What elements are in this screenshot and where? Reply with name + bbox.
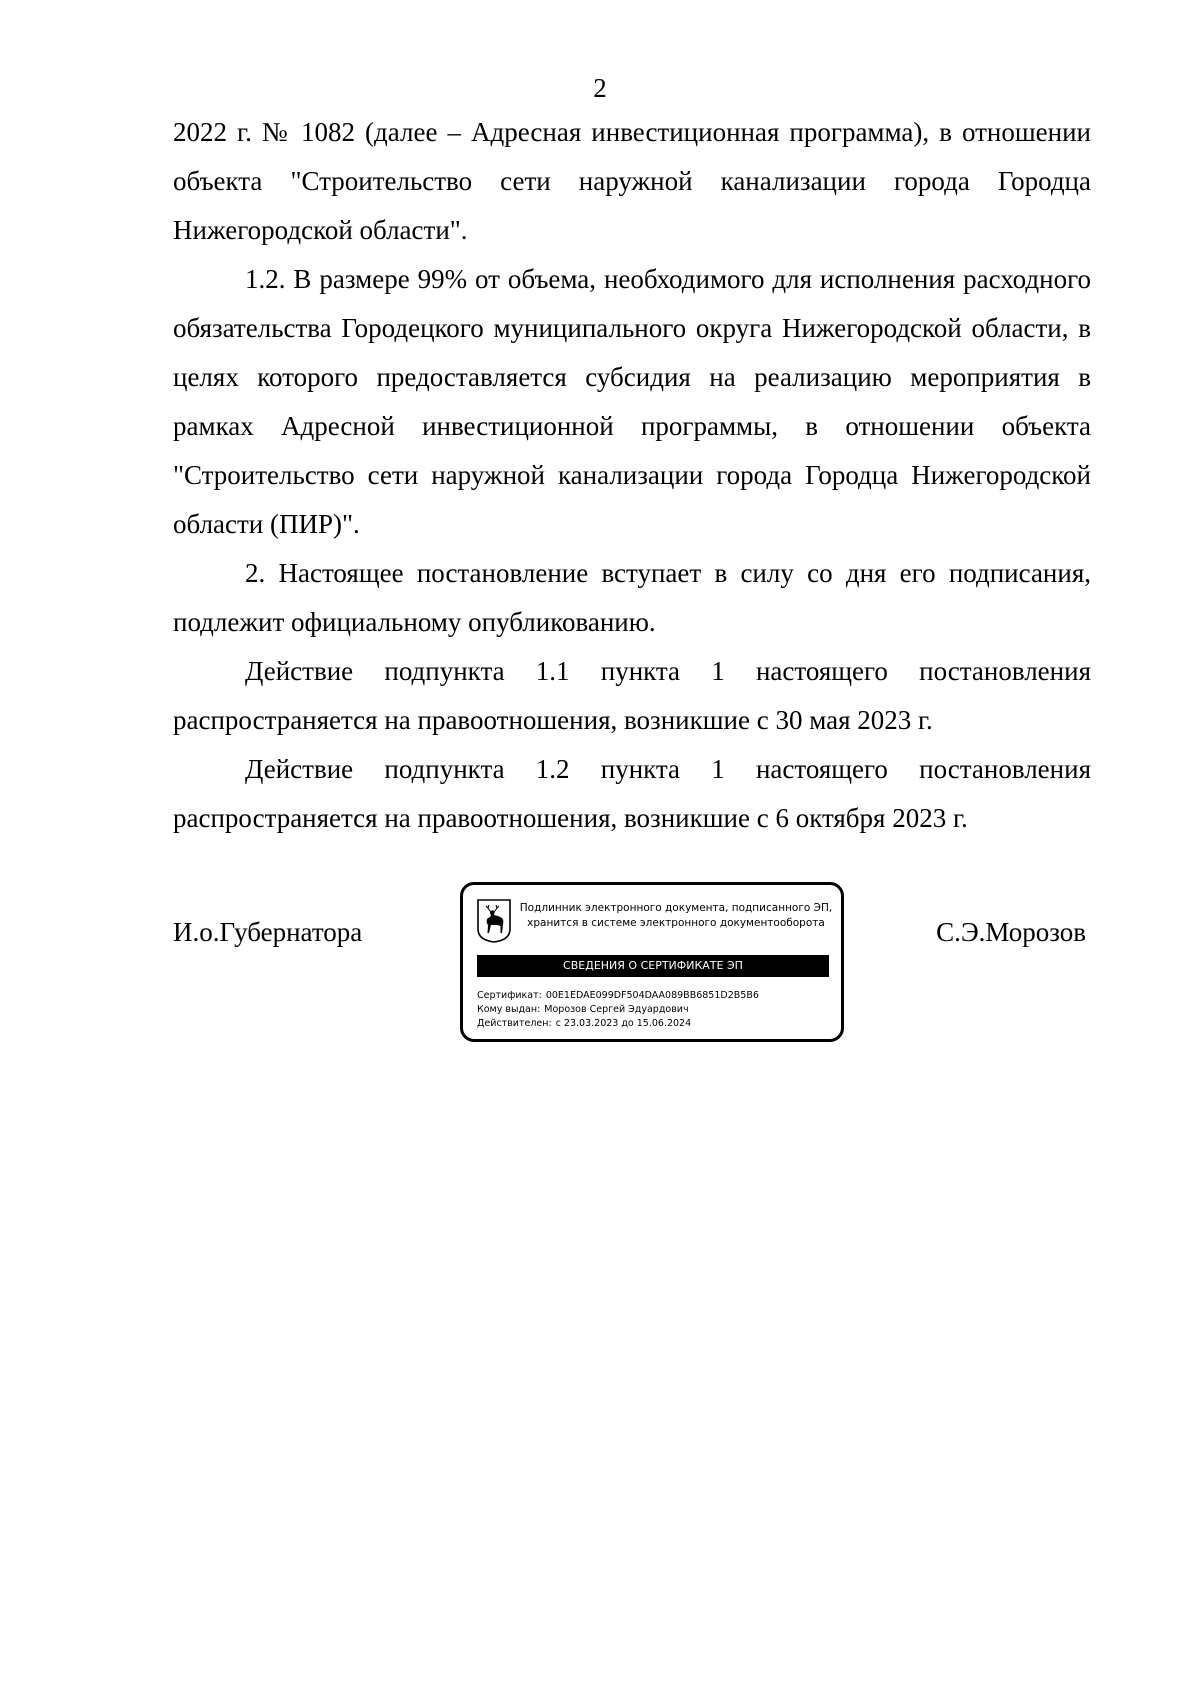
certificate-row <box>477 989 829 1003</box>
paragraph-2: 2. Настоящее постановление вступает в силу со дня его подписания, подлежит официальному опубликованию. <box>173 558 1091 637</box>
stamp-header <box>517 901 835 931</box>
deer-emblem-icon <box>477 899 511 943</box>
certificate-value: 00E1EDAE099DF504DAA089BB6851D2B5B6 <box>545 990 759 1001</box>
page-number: 2 <box>593 73 607 103</box>
stamp-header-line-1: Подлинник электронного документа, подписанного ЭП, <box>519 902 833 914</box>
signatory-position: И.о.Губернатора <box>173 917 363 947</box>
paragraph-1-2: 1.2. В размере 99% от объема, необходимого для исполнения расходного обязательства Городецкого муниципального округа Нижегородской области, в целях которого предоставляется субсидия на реализацию мероприятия в рамках Адресной инвестиционной программы, в отношении объекта "Строительство сети наружной канализации города Городца Нижегородской области (ПИР)". <box>173 264 1091 539</box>
validity-value: с 23.03.2023 до 15.06.2024 <box>555 1018 692 1029</box>
certificate-label: Сертификат: <box>477 990 542 1001</box>
stamp-header-line-2: хранится в системе электронного документооборота <box>527 917 825 929</box>
electronic-signature-stamp <box>460 882 844 1042</box>
validity-label: Действителен: <box>477 1018 552 1029</box>
issued-to-label: Кому выдан: <box>477 1004 541 1015</box>
paragraph-continuation: 2022 г. № 1082 (далее – Адресная инвестиционная программа), в отношении объекта "Строительство сети наружной канализации города Городца Нижегородской области". <box>173 117 1091 245</box>
issued-to-row <box>477 1003 829 1017</box>
paragraph-effect-1-1: Действие подпункта 1.1 пункта 1 настоящего постановления распространяется на правоотношения, возникшие с 30 мая 2023 г. <box>173 656 1091 735</box>
issued-to-value: Морозов Сергей Эдуардович <box>544 1004 689 1015</box>
validity-row <box>477 1017 829 1031</box>
certificate-info-bar: СВЕДЕНИЯ О СЕРТИФИКАТЕ ЭП <box>477 955 829 977</box>
document-body <box>173 108 1091 843</box>
signatory-name: С.Э.Морозов <box>936 917 1086 947</box>
certificate-details <box>477 989 829 1031</box>
paragraph-effect-1-2: Действие подпункта 1.2 пункта 1 настоящего постановления распространяется на правоотношения, возникшие с 6 октября 2023 г. <box>173 754 1091 833</box>
